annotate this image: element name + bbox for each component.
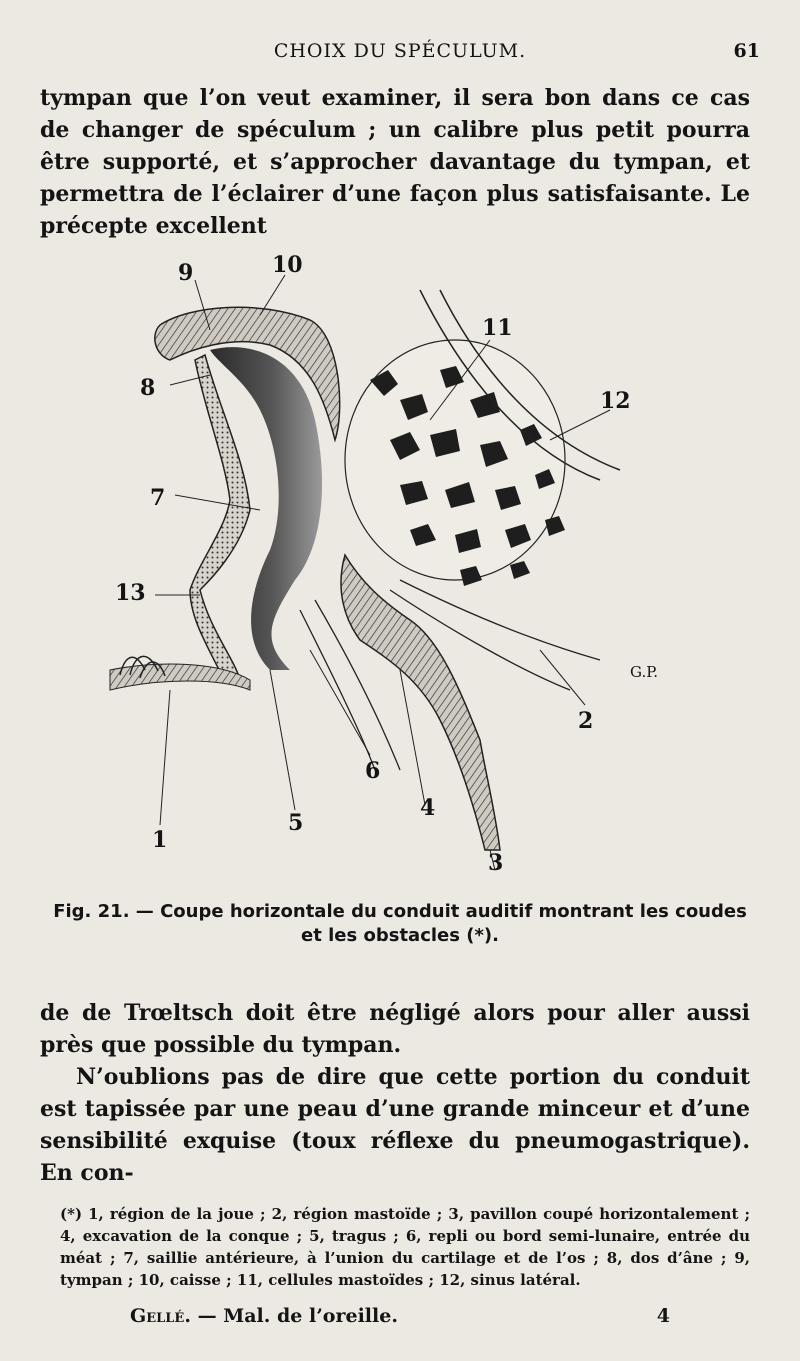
figure-label-3: 3 [488,850,504,876]
ear-canal-illustration [100,250,700,890]
figure-label-11: 11 [482,315,513,341]
page-number: 61 [733,40,760,62]
body-text-bottom [40,997,750,1189]
figure-label-7: 7 [150,485,166,511]
caption-line-2: et les obstacles (*). [301,925,499,946]
figure-label-2: 2 [578,708,594,734]
running-title: CHOIX DU SPÉCULUM. [273,40,527,62]
figure-label-5: 5 [288,810,304,836]
signature-mark: 4 [656,1305,670,1327]
footer-author: Gellé. [130,1305,191,1327]
figure-label-9: 9 [178,260,194,286]
figure-ear-section [100,250,700,890]
figure-label-8: 8 [140,375,156,401]
figure-label-12: 12 [600,388,631,414]
signature-footer [130,1305,670,1335]
anterior-wall [190,355,250,682]
engraver-signature: G.P. [630,663,659,681]
caption-line-1: Fig. 21. — Coupe horizontale du conduit auditif montrant les coudes [53,901,747,922]
footer-work: — Mal. de l’oreille. [197,1305,398,1327]
body-text-top [40,82,750,242]
figure-label-13: 13 [115,580,146,606]
paragraph-bottom-1: de de Trœltsch doit être négligé alors pour aller aussi près que possible du tympan. [40,1000,750,1058]
paragraph-top: tympan que l’on veut examiner, il sera bon dans ce cas de changer de spéculum ; un calibre plus petit pourra être supporté, et s’approcher davantage du tympan, et permettra de l’éclairer d’une façon plus satisfaisante. Le précepte excellent [40,85,750,239]
figure-label-4: 4 [420,795,436,821]
mastoid-cells [345,340,565,586]
footnote: (*) 1, région de la joue ; 2, région mastoïde ; 3, pavillon coupé horizontalement ; 4, excavation de la conque ; 5, tragus ; 6, repli ou bord semi-lunaire, entrée du méat ; 7, saillie antérieure, à l’union du cartilage et de l’os ; 8, dos d’âne ; 9, tympan ; 10, caisse ; 11, cellules mastoïdes ; 12, sinus latéral. [60,1205,750,1289]
running-header [40,40,760,70]
figure-caption [40,900,760,948]
figure-label-1: 1 [152,827,168,853]
figure-label-6: 6 [365,758,381,784]
paragraph-bottom-2: N’oublions pas de dire que cette portion du conduit est tapissée par une peau d’une grande minceur et d’une sensibilité exquise (toux réflexe du pneumogastrique). En con- [40,1064,750,1186]
figure-label-10: 10 [272,252,303,278]
